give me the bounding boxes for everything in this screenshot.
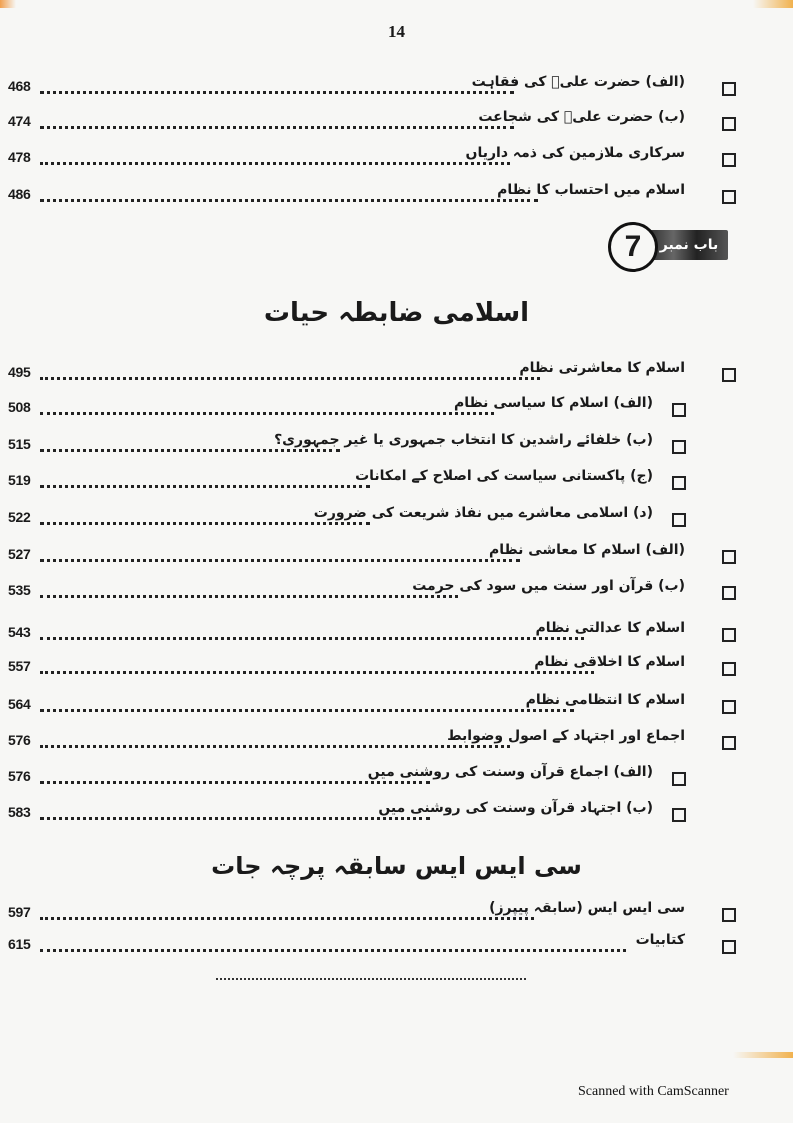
toc-entry[interactable] — [0, 395, 793, 425]
toc-entry[interactable] — [0, 360, 793, 390]
leader-dots — [40, 949, 626, 952]
toc-entry-text: (الف) اسلام کا معاشی نظام — [488, 542, 685, 558]
toc-entry-text: سرکاری ملازمین کی ذمہ داریاں — [465, 145, 685, 161]
toc-entry-text: (الف) اسلام کا سیاسی نظام — [454, 395, 653, 411]
checkbox-icon[interactable] — [722, 908, 736, 922]
toc-page-number: 515 — [8, 436, 31, 452]
leader-dots — [40, 522, 370, 525]
leader-dots — [40, 91, 514, 94]
checkbox-icon[interactable] — [672, 808, 686, 822]
toc-page-number: 478 — [8, 149, 31, 165]
checkbox-icon[interactable] — [722, 586, 736, 600]
toc-entry[interactable] — [0, 145, 793, 175]
leader-dots — [40, 637, 584, 640]
leader-dots — [40, 817, 430, 820]
leader-dots — [40, 671, 594, 674]
leader-dots — [40, 917, 534, 920]
toc-entry[interactable] — [0, 182, 793, 212]
leader-dots — [40, 199, 538, 202]
checkbox-icon[interactable] — [722, 368, 736, 382]
checkbox-icon[interactable] — [672, 476, 686, 490]
checkbox-icon[interactable] — [722, 628, 736, 642]
leader-dots — [40, 162, 510, 165]
checkbox-icon[interactable] — [722, 940, 736, 954]
toc-entry-text: اسلام کا عدالتی نظام — [535, 620, 685, 636]
checkbox-icon[interactable] — [722, 153, 736, 167]
chapter-number: 7 — [608, 222, 658, 272]
toc-page-number: 597 — [8, 904, 31, 920]
end-divider-dots — [216, 978, 526, 980]
toc-entry[interactable] — [0, 542, 793, 572]
toc-entry[interactable] — [0, 505, 793, 535]
checkbox-icon[interactable] — [672, 513, 686, 527]
checkbox-icon[interactable] — [672, 403, 686, 417]
toc-entry[interactable] — [0, 620, 793, 650]
checkbox-icon[interactable] — [722, 117, 736, 131]
checkbox-icon[interactable] — [672, 440, 686, 454]
toc-page-number: 527 — [8, 546, 31, 562]
leader-dots — [40, 745, 510, 748]
toc-entry-text: (ب) اجتہاد قرآن وسنت کی روشنی میں — [378, 800, 653, 816]
checkbox-icon[interactable] — [722, 190, 736, 204]
section-heading: سی ایس ایس سابقہ پرچہ جات — [211, 852, 582, 880]
toc-entry-text: (ب) خلفائے راشدین کا انتخاب جمہوری یا غیر جمہوری؟ — [274, 432, 653, 448]
chapter-label: باب نمبر — [650, 230, 728, 260]
leader-dots — [40, 485, 370, 488]
toc-page-number: 535 — [8, 582, 31, 598]
toc-entry[interactable] — [0, 728, 793, 758]
toc-page-number: 564 — [8, 696, 31, 712]
scan-edge-mark — [753, 0, 793, 8]
toc-entry[interactable] — [0, 432, 793, 462]
toc-entry[interactable] — [0, 764, 793, 794]
toc-page-number: 508 — [8, 399, 31, 415]
toc-page-number: 583 — [8, 804, 31, 820]
leader-dots — [40, 781, 430, 784]
toc-page-number: 495 — [8, 364, 31, 380]
toc-entry-text: (د) اسلامی معاشرے میں نفاذ شریعت کی ضرورت — [313, 505, 653, 521]
toc-entry-text: (ج) پاکستانی سیاست کی اصلاح کے امکانات — [355, 468, 653, 484]
toc-entry-text: اسلام کا معاشرتی نظام — [519, 360, 685, 376]
toc-page-number: 486 — [8, 186, 31, 202]
toc-entry-text: (الف) اجماع قرآن وسنت کی روشنی میں — [367, 764, 653, 780]
toc-page-number: 557 — [8, 658, 31, 674]
toc-page-number: 543 — [8, 624, 31, 640]
leader-dots — [40, 595, 458, 598]
toc-page-number: 519 — [8, 472, 31, 488]
checkbox-icon[interactable] — [722, 82, 736, 96]
toc-entry[interactable] — [0, 932, 793, 962]
checkbox-icon[interactable] — [722, 550, 736, 564]
scanner-watermark: Scanned with CamScanner — [578, 1084, 729, 1099]
toc-entry[interactable] — [0, 900, 793, 930]
leader-dots — [40, 377, 540, 380]
scan-edge-mark — [0, 0, 16, 8]
toc-entry-text: اسلام کا اخلاقی نظام — [534, 654, 685, 670]
leader-dots — [40, 559, 520, 562]
toc-entry-text: اسلام کا انتظامی نظام — [525, 692, 685, 708]
page-number: 14 — [388, 22, 405, 41]
toc-entry[interactable] — [0, 692, 793, 722]
leader-dots — [40, 126, 514, 129]
toc-entry[interactable] — [0, 109, 793, 139]
toc-entry[interactable] — [0, 74, 793, 104]
section-heading: اسلامی ضابطہ حیات — [263, 298, 530, 328]
checkbox-icon[interactable] — [722, 662, 736, 676]
toc-entry-text: اسلام میں احتساب کا نظام — [497, 182, 685, 198]
toc-page-number: 576 — [8, 768, 31, 784]
toc-page-number: 615 — [8, 936, 31, 952]
scan-edge-mark — [733, 1052, 793, 1058]
leader-dots — [40, 412, 494, 415]
chapter-badge — [608, 222, 728, 270]
toc-page-number: 474 — [8, 113, 31, 129]
toc-page-number: 576 — [8, 732, 31, 748]
toc-entry-text: سی ایس ایس (سابقہ پیپرز) — [489, 900, 685, 916]
toc-entry-text: کتابیات — [635, 932, 685, 948]
toc-page-number: 522 — [8, 509, 31, 525]
toc-entry[interactable] — [0, 800, 793, 830]
toc-entry[interactable] — [0, 468, 793, 498]
toc-entry[interactable] — [0, 578, 793, 608]
toc-entry-text: اجماع اور اجتہاد کے اصول وضوابط — [447, 728, 685, 744]
checkbox-icon[interactable] — [672, 772, 686, 786]
toc-entry-text: (ب) حضرت علیؓ کی شجاعت — [478, 109, 685, 125]
toc-entry[interactable] — [0, 654, 793, 684]
toc-page-number: 468 — [8, 78, 31, 94]
checkbox-icon[interactable] — [722, 736, 736, 750]
toc-entry-text: (الف) حضرت علیؓ کی فقاہت — [471, 74, 685, 90]
leader-dots — [40, 709, 574, 712]
toc-entry-text: (ب) قرآن اور سنت میں سود کی حرمت — [412, 578, 685, 594]
checkbox-icon[interactable] — [722, 700, 736, 714]
leader-dots — [40, 449, 340, 452]
